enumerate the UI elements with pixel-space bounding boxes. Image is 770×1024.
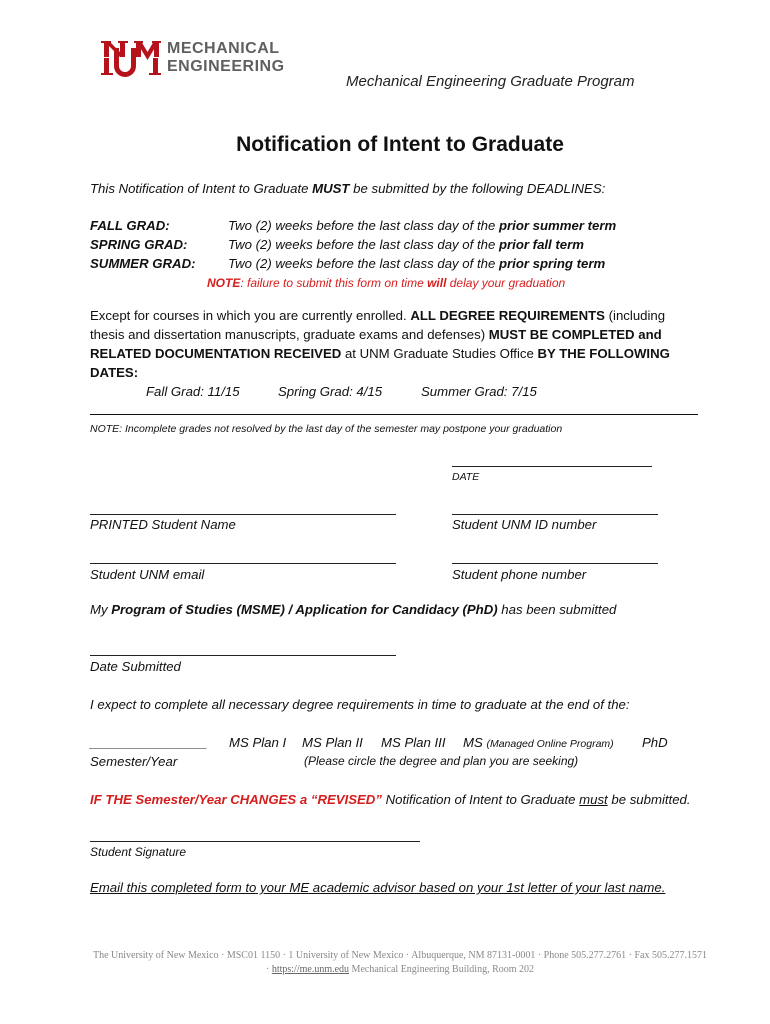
pos-pre: My [90,602,112,617]
plan-ms-2[interactable]: MS Plan II [302,735,363,750]
phone-field[interactable] [452,563,658,564]
printed-name-label: PRINTED Student Name [90,517,236,532]
footer-link[interactable]: https://me.unm.edu [271,964,350,975]
unm-id-label: Student UNM ID number [452,517,597,532]
plan-ms-note: (Managed Online Program) [486,738,614,750]
deadline-text-spring [228,237,584,252]
deadline-label-spring: SPRING GRAD: [90,237,188,252]
requirements-line-2 [90,327,662,342]
footer-pre: · [265,964,272,975]
req-text: Except for courses in which you are currently enrolled. [90,308,411,323]
unm-logo [100,38,300,78]
failure-note-label: NOTE [207,276,241,290]
pos-post: has been submitted [497,602,617,617]
plan-ms-online[interactable] [463,735,614,750]
deadline-pre: Two (2) weeks before the last class day of the [228,237,499,252]
unm-logo-mark-icon [100,38,162,78]
deadline-label-fall: FALL GRAD: [90,218,170,233]
semester-year-field[interactable]: ________________ [90,735,208,750]
date-summer: Summer Grad: 7/15 [421,384,537,399]
page-title: Notification of Intent to Graduate [236,133,564,156]
revised-must: must [579,792,608,807]
deadline-pre: Two (2) weeks before the last class day of the [228,256,499,271]
req-bold: MUST BE COMPLETED and [488,327,662,342]
program-name: Mechanical Engineering Graduate Program [346,73,635,90]
plan-ms-1[interactable]: MS Plan I [229,735,287,750]
unm-id-field[interactable] [452,514,658,515]
intro-post: be submitted by the following DEADLINES: [349,181,606,196]
req-text: (including [604,308,666,323]
email-field[interactable] [90,563,396,564]
deadline-label-summer: SUMMER GRAD: [90,256,196,271]
intro-must: MUST [312,181,350,196]
requirements-line-1 [90,308,665,323]
plan-ms-label: MS [463,735,483,750]
phone-label: Student phone number [452,567,587,582]
date-submitted-field[interactable] [90,655,396,656]
intro-text [90,181,605,196]
expect-text: I expect to complete all necessary degree requirements in time to graduate at the end of the: [90,697,630,712]
footer-line-2 [0,964,770,975]
signature-label: Student Signature [90,845,187,859]
failure-note-post: delay your graduation [446,276,566,290]
footer-post: Mechanical Engineering Building, Room 202 [349,964,535,975]
revised-red: IF THE Semester/Year CHANGES a “REVISED” [90,792,382,807]
logo-line2: ENGINEERING [167,58,285,75]
email-label: Student UNM email [90,567,205,582]
semester-year-label: Semester/Year [90,754,178,769]
circle-note: (Please circle the degree and plan you are seeking) [304,754,579,768]
revised-post: be submitted. [607,792,691,807]
logo-line1: MECHANICAL [167,40,280,57]
deadline-pre: Two (2) weeks before the last class day of the [228,218,499,233]
date-submitted-label: Date Submitted [90,659,181,674]
date-field[interactable] [452,466,652,467]
deadline-term: prior fall term [498,237,584,252]
revised-notice [90,792,691,807]
requirements-line-4: DATES: [90,365,139,380]
signature-field[interactable] [90,841,420,842]
deadline-term: prior summer term [498,218,617,233]
req-bold: BY THE FOLLOWING [537,346,670,361]
deadline-term: prior spring term [498,256,606,271]
pos-bold: Program of Studies (MSME) / Application for Candidacy (PhD) [111,602,498,617]
date-label: DATE [452,471,480,483]
requirements-line-3 [90,346,670,361]
printed-name-field[interactable] [90,514,396,515]
req-text: thesis and dissertation manuscripts, graduate exams and defenses) [90,327,489,342]
revised-mid: Notification of Intent to Graduate [381,792,580,807]
intro-pre: This Notification of Intent to Graduate [90,181,313,196]
req-bold: RELATED DOCUMENTATION RECEIVED [90,346,342,361]
req-text: at UNM Graduate Studies Office [341,346,538,361]
failure-note-will: will [427,276,447,290]
email-instruction: Email this completed form to your ME academic advisor based on your 1st letter of your last name. [90,880,666,895]
plan-phd[interactable]: PhD [642,735,668,750]
incomplete-note: NOTE: Incomplete grades not resolved by the last day of the semester may postpone your graduation [90,423,563,435]
req-bold: ALL DEGREE REQUIREMENTS [410,308,605,323]
program-of-studies-text [90,602,616,617]
plan-ms-3[interactable]: MS Plan III [381,735,446,750]
section-divider [90,414,698,415]
deadline-text-summer [228,256,605,271]
failure-note-pre: : failure to submit this form on time [240,276,428,290]
failure-note [207,276,565,290]
date-spring: Spring Grad: 4/15 [278,384,383,399]
footer-line-1: The University of New Mexico · MSC01 1150 · 1 University of New Mexico · Albuquerque, NM 87131-0001 · Phone 505.277.2761 · Fax 505.277.1571 [93,950,707,961]
deadline-text-fall [228,218,616,233]
date-fall: Fall Grad: 11/15 [146,384,240,399]
